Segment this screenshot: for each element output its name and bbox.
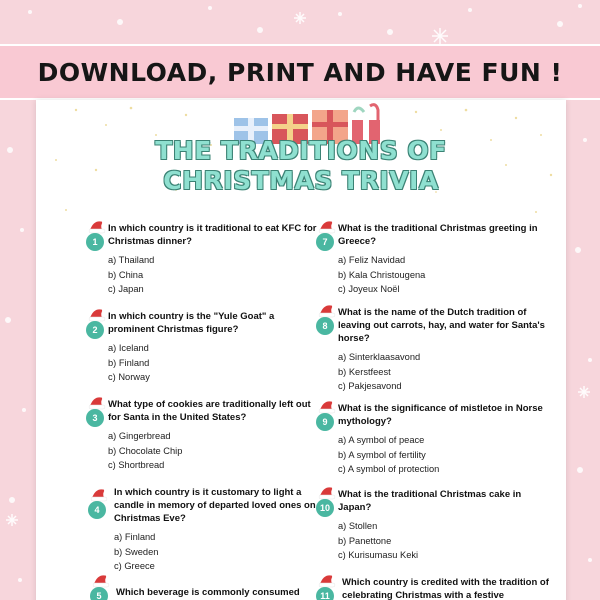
option-c: c) Japan	[108, 284, 144, 294]
question-number: 10	[316, 499, 334, 517]
banner-text: DOWNLOAD, PRINT AND HAVE FUN !	[37, 57, 563, 87]
question-number-badge	[316, 312, 334, 330]
options-list	[108, 429, 323, 473]
question-text: In which country is the "Yule Goat" a prominent Christmas figure?	[108, 311, 275, 335]
option-b: b) Chocolate Chip	[108, 445, 183, 456]
santa-hat-icon	[90, 486, 110, 502]
question-number: 7	[316, 233, 334, 251]
question-number-badge	[316, 494, 334, 512]
option-a: a) Sinterklaasavond	[338, 352, 421, 362]
santa-hat-icon	[318, 572, 338, 588]
question-2	[92, 310, 323, 385]
question-4	[94, 486, 329, 574]
question-7	[322, 222, 553, 297]
santa-hat-icon	[318, 398, 338, 414]
question-number-badge	[316, 408, 334, 426]
trivia-worksheet	[36, 100, 566, 600]
question-number-badge	[316, 582, 334, 600]
question-number: 4	[88, 501, 106, 519]
question-number-badge	[88, 496, 106, 514]
option-c: c) Shortbread	[108, 460, 165, 470]
santa-hat-icon	[318, 218, 338, 234]
question-number: 1	[86, 233, 104, 251]
question-10	[319, 488, 553, 563]
option-b: b) A symbol of fertility	[338, 449, 426, 460]
option-c: c) A symbol of protection	[338, 464, 440, 474]
option-a: a) Stollen	[338, 521, 378, 531]
options-list	[114, 530, 329, 574]
options-list	[338, 433, 553, 477]
question-number: 11	[316, 587, 334, 600]
question-number-badge	[90, 582, 108, 600]
option-c: c) Joyeux Noël	[338, 284, 400, 294]
question-text: What is the traditional Christmas cake in Japan?	[338, 489, 522, 513]
option-a: a) Iceland	[108, 343, 149, 353]
option-a: a) Feliz Navidad	[338, 255, 406, 265]
question-number: 3	[86, 409, 104, 427]
option-a: a) Gingerbread	[108, 431, 171, 441]
question-number-badge	[86, 404, 104, 422]
title-line-2: CHRISTMAS TRIVIA	[163, 166, 439, 195]
option-a: a) Thailand	[108, 255, 155, 265]
question-number: 8	[316, 317, 334, 335]
santa-hat-icon	[318, 302, 338, 318]
question-3	[92, 398, 323, 473]
option-a: a) A symbol of peace	[338, 435, 425, 445]
santa-hat-icon	[88, 218, 108, 234]
question-8	[322, 306, 553, 394]
option-a: a) Finland	[114, 532, 156, 542]
option-b: b) Kerstfeest	[338, 366, 391, 377]
option-c: c) Pakjesavond	[338, 381, 402, 391]
question-text: What is the significance of mistletoe in Norse mythology?	[338, 403, 543, 427]
question-text: Which beverage is commonly consumed	[116, 587, 300, 598]
question-text: What is the traditional Christmas greeting in Greece?	[338, 223, 538, 247]
option-b: b) China	[108, 269, 144, 280]
question-number: 2	[86, 321, 104, 339]
question-9	[322, 402, 553, 477]
option-b: b) Panettone	[338, 535, 392, 546]
options-list	[338, 519, 553, 563]
question-text: In which country is it traditional to eat KFC for Christmas dinner?	[108, 223, 317, 247]
santa-hat-icon	[318, 484, 338, 500]
title-line-1: THE TRADITIONS OF	[155, 136, 447, 165]
santa-hat-icon	[88, 306, 108, 322]
option-c: c) Norway	[108, 372, 150, 382]
question-1	[92, 222, 323, 297]
options-list	[108, 341, 323, 385]
santa-hat-icon	[92, 572, 112, 588]
option-c: c) Greece	[114, 561, 155, 571]
question-number-badge	[316, 228, 334, 246]
download-banner	[0, 44, 600, 100]
question-number: 9	[316, 413, 334, 431]
question-text: In which country is it customary to light a candle in memory of departed loved ones on Christmas Eve?	[114, 487, 316, 524]
option-b: b) Kala Christougena	[338, 269, 426, 280]
question-5	[96, 586, 331, 600]
options-list	[108, 253, 323, 297]
question-text: What type of cookies are traditionally left out for Santa in the United States?	[108, 399, 311, 423]
question-number: 5	[90, 587, 108, 600]
santa-hat-icon	[88, 394, 108, 410]
question-11	[320, 576, 557, 600]
option-b: b) Finland	[108, 357, 150, 368]
option-b: b) Sweden	[114, 546, 159, 557]
question-text: Which country is credited with the tradition of celebrating Christmas with a festive	[342, 577, 549, 600]
question-number-badge	[86, 316, 104, 334]
options-list	[338, 350, 553, 394]
question-number-badge	[86, 228, 104, 246]
options-list	[338, 253, 553, 297]
option-c: c) Kurisumasu Keki	[338, 550, 419, 560]
question-text: What is the name of the Dutch tradition of leaving out carrots, hay, and water for Santa's horse?	[338, 307, 545, 344]
